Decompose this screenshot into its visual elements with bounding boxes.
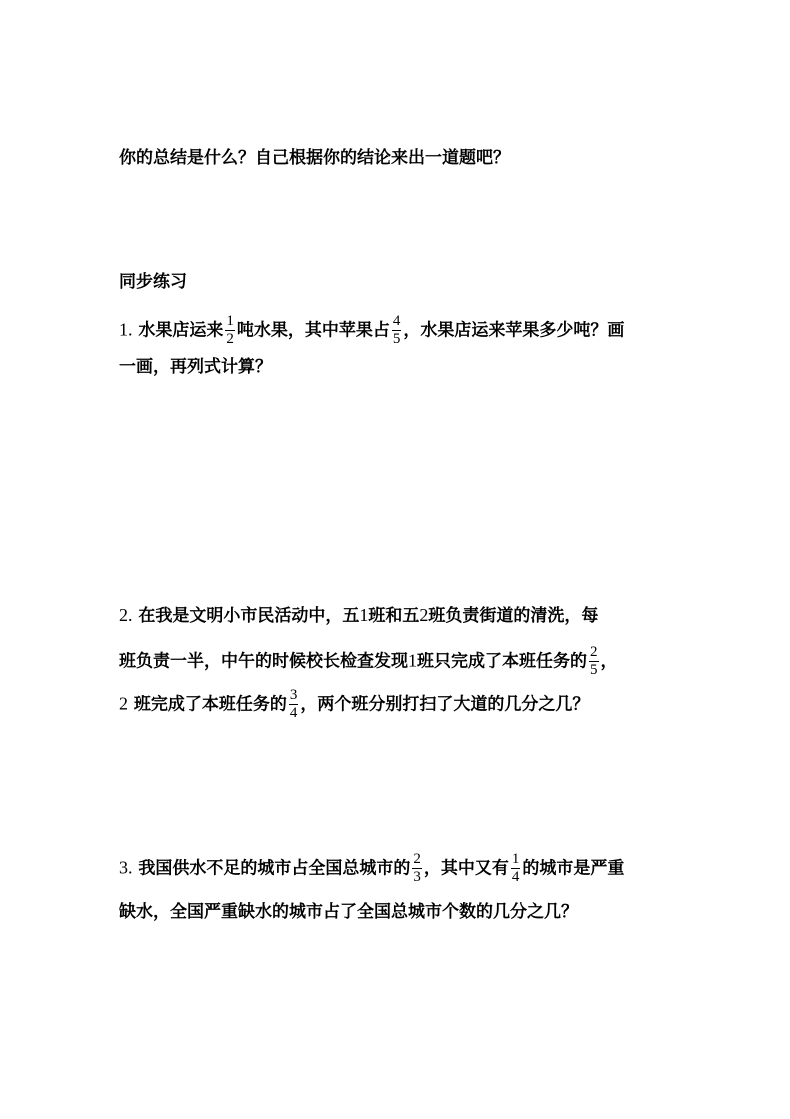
numerator: 1 [511,851,520,867]
question-text: 班只完成了本班任务的 [417,651,587,672]
denominator: 2 [226,331,234,347]
question-text: 班负责一半，中午的时候校长检查发现 [119,651,408,672]
question-text: ， [600,651,618,672]
question-1-line-2: 一画，再列式计算？ [119,357,272,377]
question-text: 班和五 [368,606,420,626]
question-number: 3. [119,857,133,878]
fraction [589,645,599,678]
question-text: ，水果店运来苹果多少吨？画 [403,320,625,341]
fraction [412,852,422,885]
fraction [511,852,521,885]
question-text: ，其中又有 [423,858,509,879]
question-number: 2. [119,605,133,625]
fraction [225,314,235,347]
section-title: 同步练习 [119,272,187,292]
fraction [289,688,299,721]
denominator: 5 [590,662,598,678]
question-text: 的城市是严重 [522,858,625,879]
question-text: ，两个班分别打扫了大道的几分之几？ [300,694,590,715]
question-3-line-2: 缺水，全国严重缺水的城市占了全国总城市个数的几分之几？ [119,902,578,922]
numerator: 3 [289,687,298,703]
question-text: 班完成了本班任务的 [133,694,287,715]
question-2-line-2 [119,645,618,678]
question-2-line-1 [119,605,598,626]
question-text: 水果店运来 [138,320,224,341]
question-3-line-1 [119,852,624,885]
fraction [392,314,402,347]
question-text: 吨水果，其中苹果占 [236,320,390,341]
question-text: 班负责街道的清洗，每 [428,606,599,626]
denominator: 4 [289,705,298,721]
denominator: 5 [392,331,401,347]
class-number: 2 [419,605,429,625]
denominator: 3 [413,869,421,885]
class-number: 1 [359,605,369,625]
numerator: 4 [392,313,401,329]
question-2-line-3 [119,688,589,721]
denominator: 4 [511,869,520,885]
question-number: 1. [119,319,133,340]
question-1-line-1 [119,314,624,347]
class-number: 2 [119,693,128,714]
numerator: 2 [413,851,421,867]
question-text: 我国供水不足的城市占全国总城市的 [138,858,411,879]
numerator: 2 [590,644,598,660]
summary-question: 你的总结是什么？自己根据你的结论来出一道题吧？ [119,148,510,168]
question-text: 在我是文明小市民活动中，五 [138,606,360,626]
numerator: 1 [226,313,234,329]
class-number: 1 [408,650,417,671]
